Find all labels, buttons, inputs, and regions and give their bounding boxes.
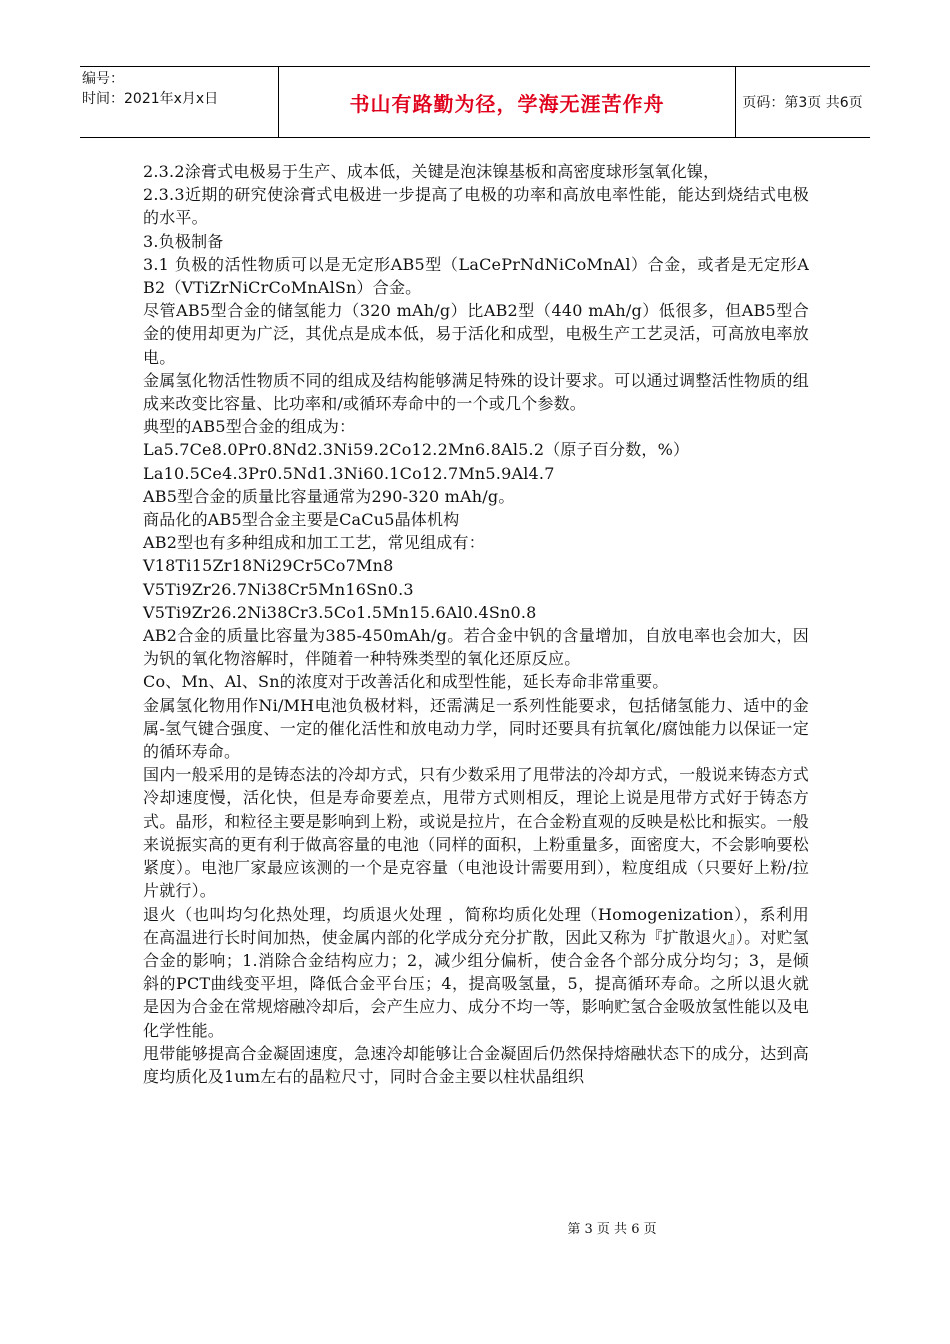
- paragraph: 商品化的AB5型合金主要是CaCu5晶体机构: [143, 510, 460, 530]
- doc-time-label: 时间：2021年x月x日: [82, 91, 219, 107]
- footer-page-number: 第 3 页 共 6 页: [567, 1222, 657, 1237]
- formula-line: V18Ti15Zr18Ni29Cr5Co7Mn8: [143, 556, 394, 576]
- document-body: [143, 160, 809, 1088]
- paragraph: 尽管AB5型合金的储氢能力（320 mAh/g）比AB2型（440 mAh/g）低很多，但AB5型合金的使用却更为广泛，其优点是成本低，易于活化和成型，电极生产工艺灵活，可高放电率放电。: [143, 301, 809, 367]
- paragraph: AB2合金的质量比容量为385-450mAh/g。若合金中钒的含量增加，自放电率也会加大，因为钒的氧化物溶解时，伴随着一种特殊类型的氧化还原反应。: [143, 626, 809, 669]
- paragraph: AB2型也有多种组成和加工工艺，常见组成有：: [143, 533, 485, 553]
- header-page-label: 页码：第3页 共6页: [742, 95, 863, 111]
- formula-line: La10.5Ce4.3Pr0.5Nd1.3Ni60.1Co12.7Mn5.9Al4.7: [143, 463, 555, 483]
- paragraph: 2.3.2涂膏式电极易于生产、成本低，关键是泡沫镍基板和高密度球形氢氧化镍，: [143, 162, 720, 181]
- header-motto: 书山有路勤为径，学海无涯苦作舟: [278, 67, 736, 137]
- paragraph: 国内一般采用的是铸态法的冷却方式，只有少数采用了甩带法的冷却方式，一般说来铸态方式冷却速度慢，活化快，但是寿命要差点，甩带方式则相反，理论上说是甩带方式好于铸态方式。晶形，和粒径主要是影响到上粉，或说是拉片，在合金粉直观的反映是松比和振实。一般来说振实高的更有利于做高容量的电池（同样的面积，上粉重量多，面密度大，不会影响要松紧度）。电池厂家最应该测的一个是克容量（电池设计需要用到），粒度组成（只要好上粉/拉片就行）。: [143, 765, 809, 901]
- paragraph: 3.1 负极的活性物质可以是无定形AB5型（LaCePrNdNiCoMnAl）合金，或者是无定形AB2（VTiZrNiCrCoMnAlSn）合金。: [143, 254, 809, 298]
- section-heading: 3.负极制备: [143, 231, 224, 251]
- paragraph: 金属氢化物用作Ni/MH电池负极材料，还需满足一系列性能要求，包括储氢能力、适中的金属-氢气键合强度、一定的催化活性和放电动力学，同时还要具有抗氧化/腐蚀能力以保证一定的循环寿命。: [143, 695, 809, 762]
- header-meta: [82, 69, 278, 135]
- paragraph: 金属氢化物活性物质不同的组成及结构能够满足特殊的设计要求。可以通过调整活性物质的组成来改变比容量、比功率和/或循环寿命中的一个或几个参数。: [143, 370, 809, 414]
- paragraph: AB5型合金的质量比容量通常为290-320 mAh/g。: [143, 486, 515, 506]
- formula-line: La5.7Ce8.0Pr0.8Nd2.3Ni59.2Co12.2Mn6.8Al5.2（原子百分数，%）: [143, 440, 690, 460]
- formula-line: V5Ti9Zr26.2Ni38Cr3.5Co1.5Mn15.6Al0.4Sn0.8: [143, 602, 537, 622]
- paragraph: Co、Mn、Al、Sn的浓度对于改善活化和成型性能，延长寿命非常重要。: [143, 672, 669, 692]
- paragraph: 甩带能够提高合金凝固速度，急速冷却能够让合金凝固后仍然保持熔融状态下的成分，达到高度均质化及1um左右的晶粒尺寸，同时合金主要以柱状晶组织: [143, 1043, 809, 1086]
- formula-line: V5Ti9Zr26.7Ni38Cr5Mn16Sn0.3: [143, 579, 414, 599]
- paragraph: 典型的AB5型合金的组成为：: [143, 417, 356, 437]
- page-footer: [0, 1218, 950, 1237]
- page-header: [80, 66, 870, 138]
- paragraph: 退火（也叫均匀化热处理，均质退火处理 ，简称均质化处理（Homogenization），系利用在高温进行长时间加热，使金属内部的化学成分充分扩散，因此又称为『扩散退火』）。对贮氢合金的影响；1.消除合金结构应力；2，减少组分偏析，使合金各个部分成分均匀；3，是倾斜的PCT曲线变平坦，降低合金平台压；4，提高吸氢量，5，提高循环寿命。之所以退火就是因为合金在常规熔融冷却后，会产生应力、成分不均一等，影响贮氢合金吸放氢性能以及电化学性能。: [143, 904, 809, 1040]
- paragraph: 2.3.3近期的研究使涂膏式电极进一步提高了电极的功率和高放电率性能，能达到烧结式电极的水平。: [143, 185, 809, 228]
- doc-number-label: 编号：: [82, 71, 124, 87]
